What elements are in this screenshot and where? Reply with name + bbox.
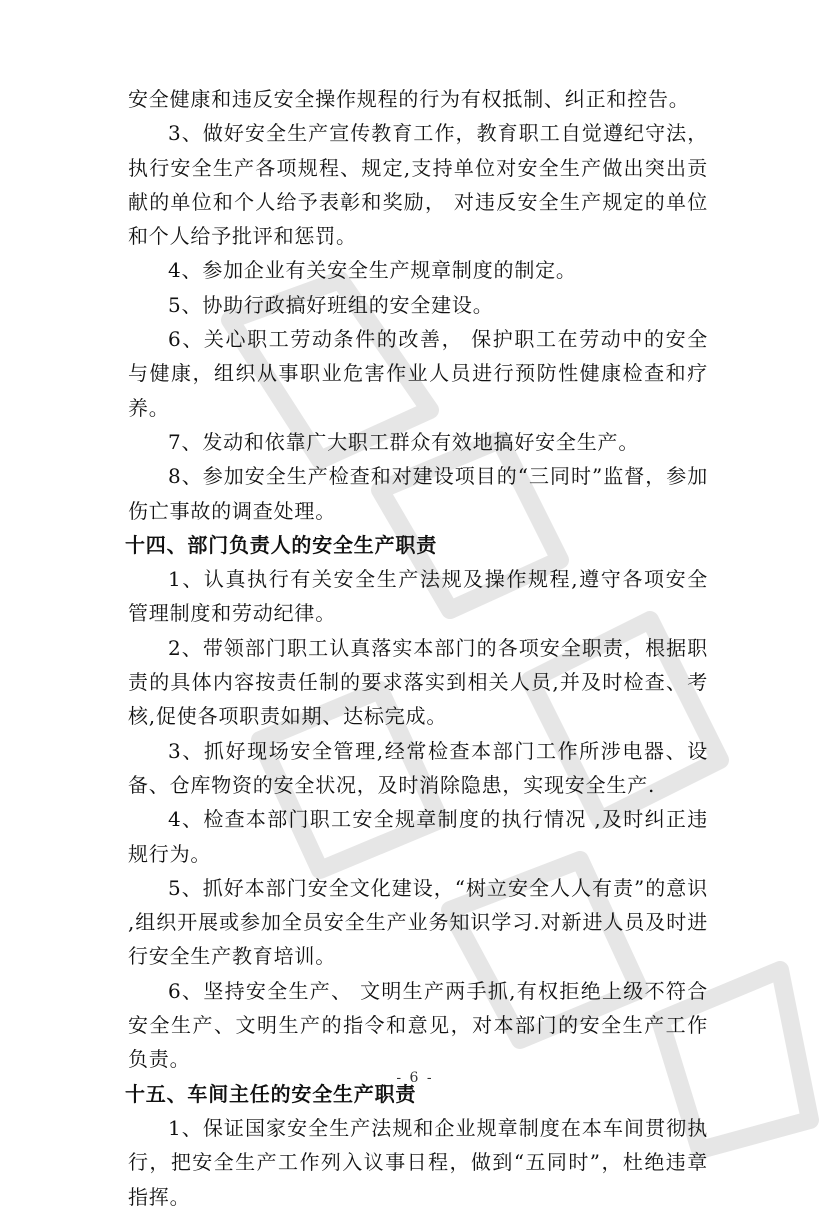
paragraph: 1、保证国家安全生产法规和企业规章制度在本车间贯彻执行，把安全生产工作列入议事日程，做到“五同时”，杜绝违章指挥。 <box>128 1115 708 1209</box>
paragraph: 3、抓好现场安全管理,经常检查本部门工作所涉电器、设备、仓库物资的安全状况，及时消除隐患，实现安全生产. <box>128 738 708 797</box>
document-body <box>125 82 708 1214</box>
paragraph: 2、带领部门职工认真落实本部门的各项安全职责，根据职责的具体内容按责任制的要求落实到相关人员,并及时检查、考核,促使各项职责如期、达标完成。 <box>128 635 708 729</box>
section-heading: 十四、部门负责人的安全生产职责 <box>125 532 437 557</box>
paragraph: 7、发动和依靠广大职工群众有效地搞好安全生产。 <box>168 429 640 454</box>
paragraph: 6、关心职工劳动条件的改善， 保护职工在劳动中的安全与健康，组织从事职业危害作业人员进行预防性健康检查和疗养。 <box>128 327 708 420</box>
paragraph: 3、做好安全生产宣传教育工作，教育职工自觉遵纪守法，执行安全生产各项规程、规定,支持单位对安全生产做出突出贡献的单位和个人给予表彰和奖励， 对违反安全生产规定的单位和个人给予批评和惩罚。 <box>128 121 708 249</box>
paragraph: 4、检查本部门职工安全规章制度的执行情况 ,及时纠正违规行为。 <box>128 807 708 866</box>
paragraph: 安全健康和违反安全操作规程的行为有权抵制、纠正和控告。 <box>128 87 690 111</box>
paragraph: 5、抓好本部门安全文化建设，“树立安全人人有责”的意识 ,组织开展或参加全员安全生产业务知识学习.对新进人员及时进行安全生产教育培训。 <box>128 875 708 969</box>
page-number: - 6 - <box>396 1070 434 1086</box>
paragraph: 8、参加安全生产检查和对建设项目的“三同时”监督，参加伤亡事故的调查处理。 <box>128 464 708 523</box>
paragraph: 5、协助行政搞好班组的安全建设。 <box>168 292 494 317</box>
paragraph: 4、参加企业有关安全生产规章制度的制定。 <box>168 258 577 283</box>
section-heading: 十五、车间主任的安全生产职责 <box>125 1081 417 1106</box>
paragraph: 1、认真执行有关安全生产法规及操作规程,遵守各项安全管理制度和劳动纪律。 <box>128 567 708 626</box>
paragraph: 6、坚持安全生产、 文明生产两手抓,有权拒绝上级不符合安全生产、文明生产的指令和意见，对本部门的安全生产工作负责。 <box>128 978 708 1072</box>
